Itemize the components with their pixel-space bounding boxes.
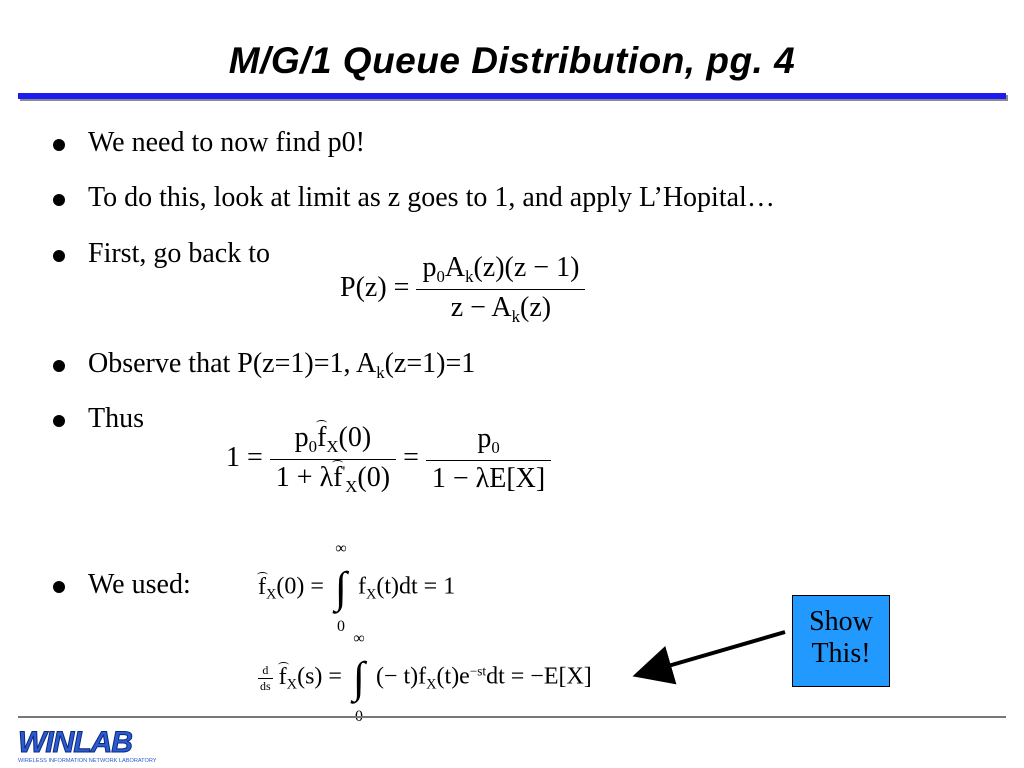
callout-line-1: Show bbox=[809, 606, 873, 637]
bullet-observe: Observe that P(z=1)=1, $A_k(z=1)=1$ bbox=[88, 348, 476, 382]
integral-sign: ∞ ∫ 0 bbox=[334, 540, 347, 635]
pz-denominator: $z - A_k(z)$ bbox=[450, 291, 552, 326]
bullet-find-p0: We need to now find p0! bbox=[88, 127, 365, 158]
footer-rule bbox=[18, 716, 1006, 718]
integral-sign: ∞ ∫ bbox=[352, 630, 365, 702]
pz-numerator: $p_0A_k(z)(z - 1)$ bbox=[416, 252, 585, 290]
bullet-lhopital: To do this, look at limit as z goes to 1, and apply L’Hopital… bbox=[88, 182, 775, 213]
svg-text:WIRELESS INFORMATION NETWORK L: WIRELESS INFORMATION NETWORK LABORATORY bbox=[18, 758, 157, 764]
bullet-we-used: We used: bbox=[88, 569, 191, 600]
equation-derivative: $\frac{d}{ds}$ $f_X(s)$ = ∞ ∫ (− $t)f_X(t)e^{-st}dt = -E[X]$ bbox=[260, 630, 592, 702]
p0-fraction-2: $\frac{p_0}{1 - \lambda E[X]}$ bbox=[426, 423, 551, 495]
p0-one: 1 = bbox=[226, 441, 263, 473]
pz-lhs: P(z) = bbox=[340, 271, 410, 303]
equation-fx0: $f_X(0)$ = ∞ ∫ 0 $f_X(t)dt = 1$ bbox=[258, 540, 456, 635]
slide-title: M/G/1 Queue Distribution, pg. 4 bbox=[228, 40, 796, 81]
winlab-logo bbox=[16, 724, 176, 766]
bullet-thus: Thus bbox=[88, 403, 144, 434]
callout-line-2: This! bbox=[811, 638, 871, 669]
p0-equals: = bbox=[403, 441, 419, 473]
bullet-go-back: First, go back to bbox=[88, 238, 270, 269]
p0-fraction-1: $\frac{p_0f_X(0)}{1 + \lambda f'_X(0)}$ bbox=[270, 422, 396, 497]
svg-text:WINLAB: WINLAB bbox=[18, 726, 132, 759]
